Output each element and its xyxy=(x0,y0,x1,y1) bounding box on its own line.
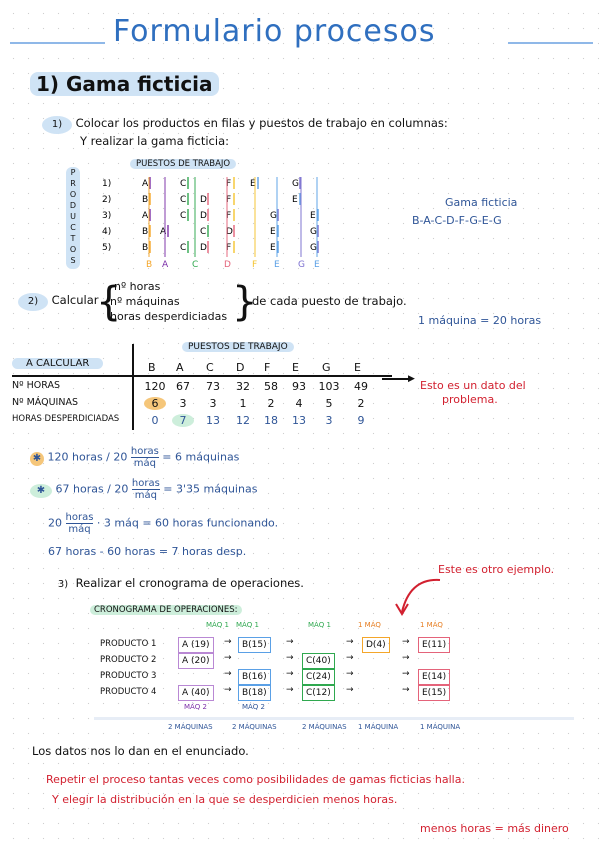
productos-letter: S xyxy=(70,256,76,265)
table-cell: 49 xyxy=(354,380,368,393)
calc-table xyxy=(10,342,430,432)
diagram-cell: G xyxy=(292,179,299,189)
table-col-header: A xyxy=(176,361,184,374)
diagram-cell: C xyxy=(180,195,187,205)
step2-num: 2) xyxy=(18,293,48,311)
calc2-a: 67 horas / 20 xyxy=(55,482,129,496)
table-cell: 3 xyxy=(209,397,217,410)
step3 xyxy=(54,576,304,594)
step2 xyxy=(18,293,99,311)
diagram-cell: F xyxy=(226,195,232,205)
diagram-cell: B xyxy=(142,227,149,237)
table-col-header: E xyxy=(354,361,361,374)
step2-suffix: de cada puesto de trabajo. xyxy=(252,294,407,308)
arrow-right-icon: → xyxy=(346,637,354,647)
step2-item: nº máquinas xyxy=(110,295,180,308)
calc3-a: 20 xyxy=(48,516,62,530)
step1-text-1: Colocar los productos en filas y puestos de trabajo en columnas: xyxy=(75,116,448,130)
section-title-text: 1) Gama ficticia xyxy=(30,72,219,96)
datos-note: Los datos nos lo dan en el enunciado. xyxy=(32,744,249,758)
table-cell: 103 xyxy=(318,380,340,393)
calc3-den: máq xyxy=(68,524,91,535)
machine-note: 1 máquina = 20 horas xyxy=(418,314,542,327)
calc1-num: horas xyxy=(130,446,159,457)
diagram-cell: C xyxy=(180,243,187,253)
table-vline xyxy=(132,344,134,430)
diagram-bottom-letter: D xyxy=(224,260,231,270)
diagram-cell: F xyxy=(226,243,232,253)
crono-box: B(18) xyxy=(238,685,271,701)
diagram-cell: D xyxy=(200,211,207,221)
arrow-right-icon: → xyxy=(224,637,232,647)
repetir-2: Y elegir la distribución en la que se desperdicien menos horas. xyxy=(52,793,398,806)
crono-footer: 1 MÁQUINA xyxy=(420,723,461,731)
calc3-num: horas xyxy=(65,512,94,523)
title-line-right xyxy=(508,42,593,44)
crono-box: C(12) xyxy=(302,685,335,701)
step1 xyxy=(42,116,448,134)
crono-product: PRODUCTO 3 xyxy=(100,671,157,681)
diagram-cell: G xyxy=(310,227,317,237)
ejemplo-note: Este es otro ejemplo. xyxy=(438,563,555,576)
table-cell: 2 xyxy=(267,397,275,410)
crono-maq-top: MÁQ 1 xyxy=(206,621,229,629)
crono-footer: 2 MÁQUINAS xyxy=(168,723,213,731)
diagram-gama xyxy=(60,155,380,273)
calc2-den: máq xyxy=(134,490,157,501)
table-note xyxy=(420,379,526,407)
diagram-bottom-letter: F xyxy=(252,260,258,270)
diagram-cell: A xyxy=(160,227,167,237)
calc3-b: · 3 máq = 60 horas funcionando. xyxy=(96,516,279,530)
crono-product: PRODUCTO 4 xyxy=(100,687,157,697)
productos-letter: R xyxy=(70,179,76,188)
row-label: 5) xyxy=(102,243,112,253)
diagram-cell: E xyxy=(310,211,316,221)
arrow-right-icon: → xyxy=(402,669,410,679)
arrow-right-icon: → xyxy=(224,685,232,695)
table-row-header-text: A CALCULAR xyxy=(12,358,103,369)
table-col-header: C xyxy=(206,361,214,374)
table-col-header: D xyxy=(236,361,245,374)
arrow-right-icon: → xyxy=(402,685,410,695)
diagram-cell: G xyxy=(310,243,317,253)
crono-product: PRODUCTO 1 xyxy=(100,639,157,649)
table-cell: 32 xyxy=(236,380,250,393)
table-cell: 13 xyxy=(206,414,220,427)
crono-box: D(4) xyxy=(362,637,390,653)
calc-line-4: 67 horas - 60 horas = 7 horas desp. xyxy=(48,545,247,558)
crono xyxy=(90,605,580,740)
calc2-b: = 3'35 máquinas xyxy=(163,482,258,496)
crono-box: A (19) xyxy=(178,637,214,653)
productos-letter: C xyxy=(70,223,76,232)
crono-box: C(40) xyxy=(302,653,335,669)
step2-items xyxy=(110,279,227,324)
calc1-a: 120 horas / 20 xyxy=(47,450,128,464)
productos-letter: O xyxy=(69,245,77,254)
calc1-b: = 6 máquinas xyxy=(162,450,240,464)
table-row-header xyxy=(12,358,103,369)
calc2-num: horas xyxy=(131,478,160,489)
productos-letter: O xyxy=(69,190,77,199)
diagram-bottom-letter: B xyxy=(146,260,153,270)
arrow-right-icon: → xyxy=(346,669,354,679)
crono-box: A (40) xyxy=(178,685,214,701)
repetir-1: Repetir el proceso tantas veces como posibilidades de gamas ficticias halla. xyxy=(46,773,465,786)
diagram-bottom-letter: A xyxy=(162,260,169,270)
crono-title-text: CRONOGRAMA DE OPERACIONES: xyxy=(90,605,242,615)
table-col-header: F xyxy=(264,361,271,374)
crono-box: E(11) xyxy=(418,637,450,653)
star-orange-icon: ✱ xyxy=(30,452,44,466)
arrow-right-icon: → xyxy=(224,653,232,663)
crono-bottom-band xyxy=(94,717,574,720)
calc-line-2 xyxy=(30,478,257,501)
table-cell: 2 xyxy=(357,397,365,410)
arrow-right-icon: → xyxy=(286,637,294,647)
table-cell: 67 xyxy=(176,380,190,393)
crono-box: C(24) xyxy=(302,669,335,685)
diagram-cell: C xyxy=(200,227,207,237)
step1-num: 1) xyxy=(42,116,72,134)
arrow-right-icon: → xyxy=(286,669,294,679)
step2-item: horas desperdiciadas xyxy=(110,310,228,323)
table-cell: 3 xyxy=(325,414,333,427)
step1-text-2: Y realizar la gama ficticia: xyxy=(80,134,229,148)
diagram-cell: A xyxy=(142,211,149,221)
crono-maq-top: MÁQ 1 xyxy=(236,621,259,629)
diagram-cell: C xyxy=(180,179,187,189)
table-cell: 3 xyxy=(179,397,187,410)
table-cell: 4 xyxy=(295,397,303,410)
table-cell: 58 xyxy=(264,380,278,393)
diagram-lines xyxy=(60,155,380,273)
page-title: Formulario procesos xyxy=(113,14,436,49)
diagram-cell: B xyxy=(142,195,149,205)
table-col-header: E xyxy=(292,361,299,374)
diagram-cell: E xyxy=(250,179,256,189)
arrow-right-icon: → xyxy=(224,669,232,679)
diagram-cell: F xyxy=(226,179,232,189)
gama-sequence: B-A-C-D-F-G-E-G xyxy=(412,214,502,227)
brace-right: } xyxy=(232,279,258,325)
productos-letter: U xyxy=(70,212,76,221)
diagram-cell: D xyxy=(200,243,207,253)
diagram-cell: G xyxy=(270,211,277,221)
crono-maq-top: 1 MÁQ xyxy=(358,621,381,629)
step2-item: nº horas xyxy=(114,280,161,293)
diagram-cell: C xyxy=(180,211,187,221)
section-title xyxy=(30,72,219,96)
table-note-2: problema. xyxy=(442,393,498,406)
diagram-cell: E xyxy=(292,195,298,205)
table-cell: 9 xyxy=(357,414,365,427)
crono-maq-top: MÁQ 1 xyxy=(308,621,331,629)
table-puestos-header-text: PUESTOS DE TRABAJO xyxy=(182,342,294,352)
arrow-right-icon: → xyxy=(346,685,354,695)
arrow-right-icon: → xyxy=(402,653,410,663)
calc-line-3 xyxy=(48,512,278,535)
productos-letter: T xyxy=(70,234,76,243)
productos-letter: P xyxy=(70,168,76,177)
crono-box: B(15) xyxy=(238,637,271,653)
table-cell: 1 xyxy=(239,397,247,410)
diagram-cell: D xyxy=(226,227,233,237)
row-label: 4) xyxy=(102,227,112,237)
diagram-cell: A xyxy=(142,179,149,189)
table-cell: 5 xyxy=(325,397,333,410)
arrow-right-icon: → xyxy=(286,685,294,695)
crono-box: B(16) xyxy=(238,669,271,685)
table-cell: 6 xyxy=(144,397,166,410)
diagram-bottom-letter: E xyxy=(314,260,320,270)
diagram-cell: B xyxy=(142,243,149,253)
crono-box: A (20) xyxy=(178,653,214,669)
diagram-bottom-letter: E xyxy=(274,260,280,270)
table-col-header: B xyxy=(148,361,156,374)
table-cell: 13 xyxy=(292,414,306,427)
table-row-label: Nº HORAS xyxy=(12,380,60,391)
diagram-cell: F xyxy=(226,211,232,221)
crono-maq-top: 1 MÁQ xyxy=(420,621,443,629)
arrow-right-icon: → xyxy=(402,637,410,647)
crono-product: PRODUCTO 2 xyxy=(100,655,157,665)
diagram-header-text: PUESTOS DE TRABAJO xyxy=(130,159,236,169)
final-note: menos horas = más dinero xyxy=(420,822,569,835)
step3-text: Realizar el cronograma de operaciones. xyxy=(75,576,304,590)
star-green-icon: ✱ xyxy=(30,484,52,498)
table-cell: 0 xyxy=(151,414,159,427)
table-cell: 12 xyxy=(236,414,250,427)
table-arrow-head: ▶ xyxy=(408,374,415,384)
table-row-label: Nº MÁQUINAS xyxy=(12,397,78,408)
row-label: 3) xyxy=(102,211,112,221)
arrow-right-icon: → xyxy=(346,653,354,663)
step2-label: Calcular xyxy=(51,293,99,307)
brace-left: { xyxy=(96,279,122,325)
diagram-cell: E xyxy=(270,227,276,237)
table-cell: 120 xyxy=(144,380,166,393)
crono-maq-bottom: MÁQ 2 xyxy=(242,703,265,711)
table-note-1: Esto es un dato del xyxy=(420,379,526,392)
table-row-label: HORAS DESPERDICIADAS xyxy=(12,414,120,424)
diagram-bottom-letter: C xyxy=(192,260,199,270)
table-col-header: G xyxy=(322,361,331,374)
table-hline xyxy=(12,375,392,377)
crono-footer: 1 MÁQUINA xyxy=(358,723,399,731)
crono-box: E(15) xyxy=(418,685,450,701)
crono-maq-bottom: MÁQ 2 xyxy=(184,703,207,711)
crono-footer: 2 MÁQUINAS xyxy=(232,723,277,731)
arrow-right-icon: → xyxy=(286,653,294,663)
table-puestos-header xyxy=(182,342,294,352)
calc1-den: máq xyxy=(133,458,156,469)
gama-label: Gama ficticia xyxy=(445,196,518,209)
table-cell: 7 xyxy=(172,414,194,427)
table-cell: 73 xyxy=(206,380,220,393)
row-label: 1) xyxy=(102,179,112,189)
step3-num: 3) xyxy=(57,579,69,590)
diagram-cell: D xyxy=(200,195,207,205)
calc-line-1 xyxy=(30,446,239,469)
crono-footer: 2 MÁQUINAS xyxy=(302,723,347,731)
productos-letter: D xyxy=(69,201,77,210)
diagram-cell: E xyxy=(270,243,276,253)
table-cell: 18 xyxy=(264,414,278,427)
title-line-left xyxy=(10,42,105,44)
crono-title xyxy=(90,605,242,615)
table-cell: 93 xyxy=(292,380,306,393)
diagram-bottom-letter: G xyxy=(298,260,305,270)
row-label: 2) xyxy=(102,195,112,205)
crono-box: E(14) xyxy=(418,669,450,685)
